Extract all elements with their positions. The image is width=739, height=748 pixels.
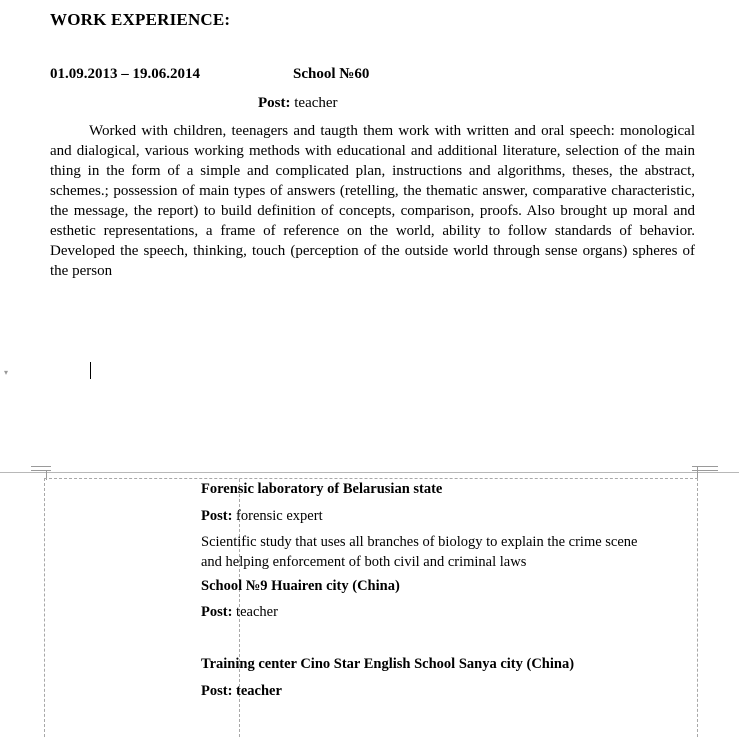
post-label: Post: bbox=[201, 604, 233, 620]
crop-mark bbox=[31, 466, 51, 467]
post-value: forensic expert bbox=[236, 508, 323, 524]
text-cursor bbox=[90, 362, 91, 379]
post-value: teacher bbox=[236, 683, 282, 699]
table-row-title[interactable]: Forensic laboratory of Belarusian state bbox=[201, 481, 443, 497]
job-post bbox=[258, 95, 338, 112]
section-heading: WORK EXPERIENCE: bbox=[50, 10, 231, 29]
table-row-post bbox=[201, 681, 647, 702]
table-row-title[interactable]: School №9 Huairen city (China) bbox=[201, 578, 400, 594]
job-school: School №60 bbox=[293, 66, 370, 82]
table-row-post bbox=[201, 506, 647, 527]
table-row-title[interactable]: Training center Cino Star English School Sanya city (China) bbox=[201, 656, 575, 672]
post-label: Post: bbox=[201, 683, 233, 699]
post-value: teacher bbox=[236, 604, 278, 620]
table-row-description[interactable]: Scientific study that uses all branches of biology to explain the crime scene and helping enforcement of both civil and criminal laws bbox=[201, 534, 638, 570]
margin-marker-icon: ▾ bbox=[4, 368, 9, 377]
crop-mark bbox=[692, 466, 718, 467]
page-break bbox=[0, 472, 739, 473]
post-value: teacher bbox=[294, 95, 338, 111]
post-label: Post: bbox=[258, 95, 291, 111]
crop-mark bbox=[692, 470, 718, 471]
crop-mark bbox=[31, 470, 51, 471]
job-description[interactable]: Worked with children, teenagers and taugth them work with written and oral speech: monological and dialogical, various working methods with educational and additional literature, selection of the main thing in the form of a simple and complicated plan, instructions and algorithms, theses, the abstract, schemes.; possession of main types of answers (retelling, the thematic answer, comparative characteristic, the message, the report) to build definition of concepts, comparison, proofs. Also brought up moral and esthetic representations, a frame of reference on the world, ability to follow standards of behavior. Developed the speech, thinking, touch (perception of the outside world through sense organs) spheres of the person bbox=[50, 123, 695, 279]
job-dates: 01.09.2013 – 19.06.2014 bbox=[50, 66, 200, 82]
table-row-post bbox=[201, 602, 647, 623]
post-label: Post: bbox=[201, 508, 233, 524]
